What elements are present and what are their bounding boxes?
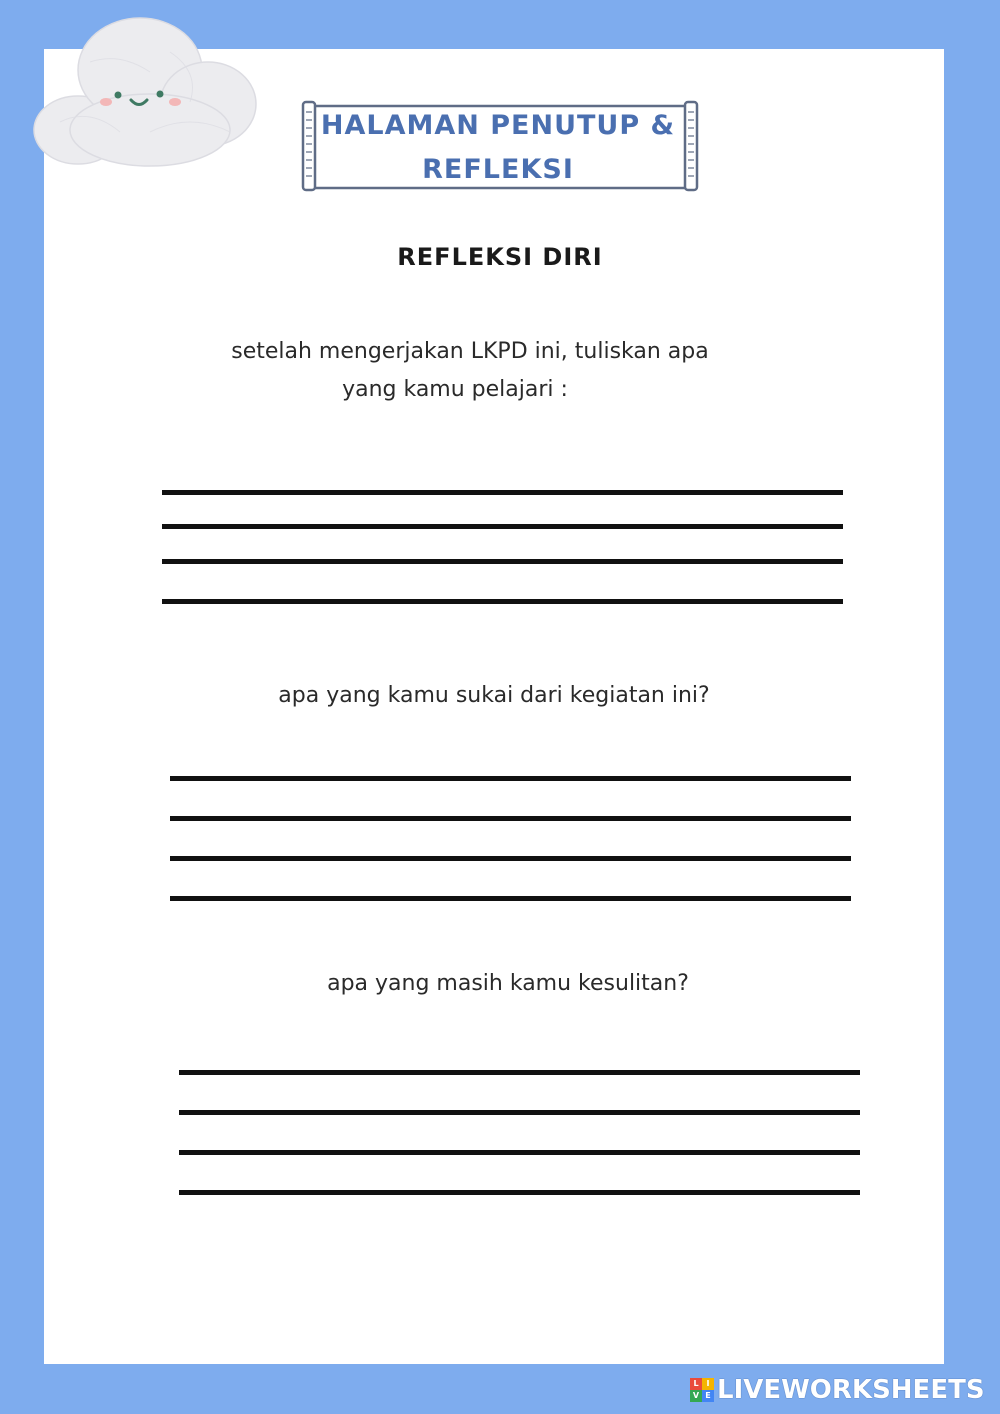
answer-line[interactable] bbox=[179, 1070, 860, 1075]
question-3 bbox=[258, 965, 758, 1003]
question-2 bbox=[194, 677, 794, 715]
answer-line[interactable] bbox=[170, 896, 851, 901]
page-title bbox=[318, 104, 678, 192]
cloud-icon bbox=[30, 12, 260, 172]
answer-line[interactable] bbox=[179, 1190, 860, 1195]
answer-line[interactable] bbox=[162, 559, 843, 564]
logo-letter: L bbox=[690, 1378, 702, 1390]
answer-line[interactable] bbox=[170, 816, 851, 821]
cloud-eye-left bbox=[115, 92, 122, 99]
answer-line[interactable] bbox=[179, 1150, 860, 1155]
section-title: REFLEKSI DIRI bbox=[397, 243, 603, 271]
answer-line[interactable] bbox=[162, 524, 843, 529]
question-1-line1: setelah mengerjakan LKPD ini, tuliskan apa bbox=[231, 339, 709, 364]
question-1 bbox=[160, 333, 780, 409]
liveworksheets-brand[interactable] bbox=[690, 1372, 985, 1408]
answer-line[interactable] bbox=[170, 856, 851, 861]
brand-label: LIVEWORKSHEETS bbox=[717, 1375, 985, 1405]
cloud-cheek-left bbox=[100, 98, 112, 106]
answer-line[interactable] bbox=[170, 776, 851, 781]
question-1-line2: yang kamu pelajari : bbox=[342, 377, 568, 402]
liveworksheets-logo-icon bbox=[690, 1378, 714, 1402]
cloud-cheek-right bbox=[169, 98, 181, 106]
answer-line[interactable] bbox=[162, 490, 843, 495]
logo-letter: E bbox=[702, 1390, 714, 1402]
page-title-line2: REFLEKSI bbox=[422, 154, 574, 185]
page-title-line1: HALAMAN PENUTUP & bbox=[320, 110, 676, 141]
cloud-eye-right bbox=[157, 91, 164, 98]
question-2-line1: apa yang kamu sukai dari kegiatan ini? bbox=[278, 683, 710, 708]
question-3-line1: apa yang masih kamu kesulitan? bbox=[327, 971, 689, 996]
logo-letter: V bbox=[690, 1390, 702, 1402]
logo-letter: I bbox=[702, 1378, 714, 1390]
answer-line[interactable] bbox=[162, 599, 843, 604]
answer-line[interactable] bbox=[179, 1110, 860, 1115]
